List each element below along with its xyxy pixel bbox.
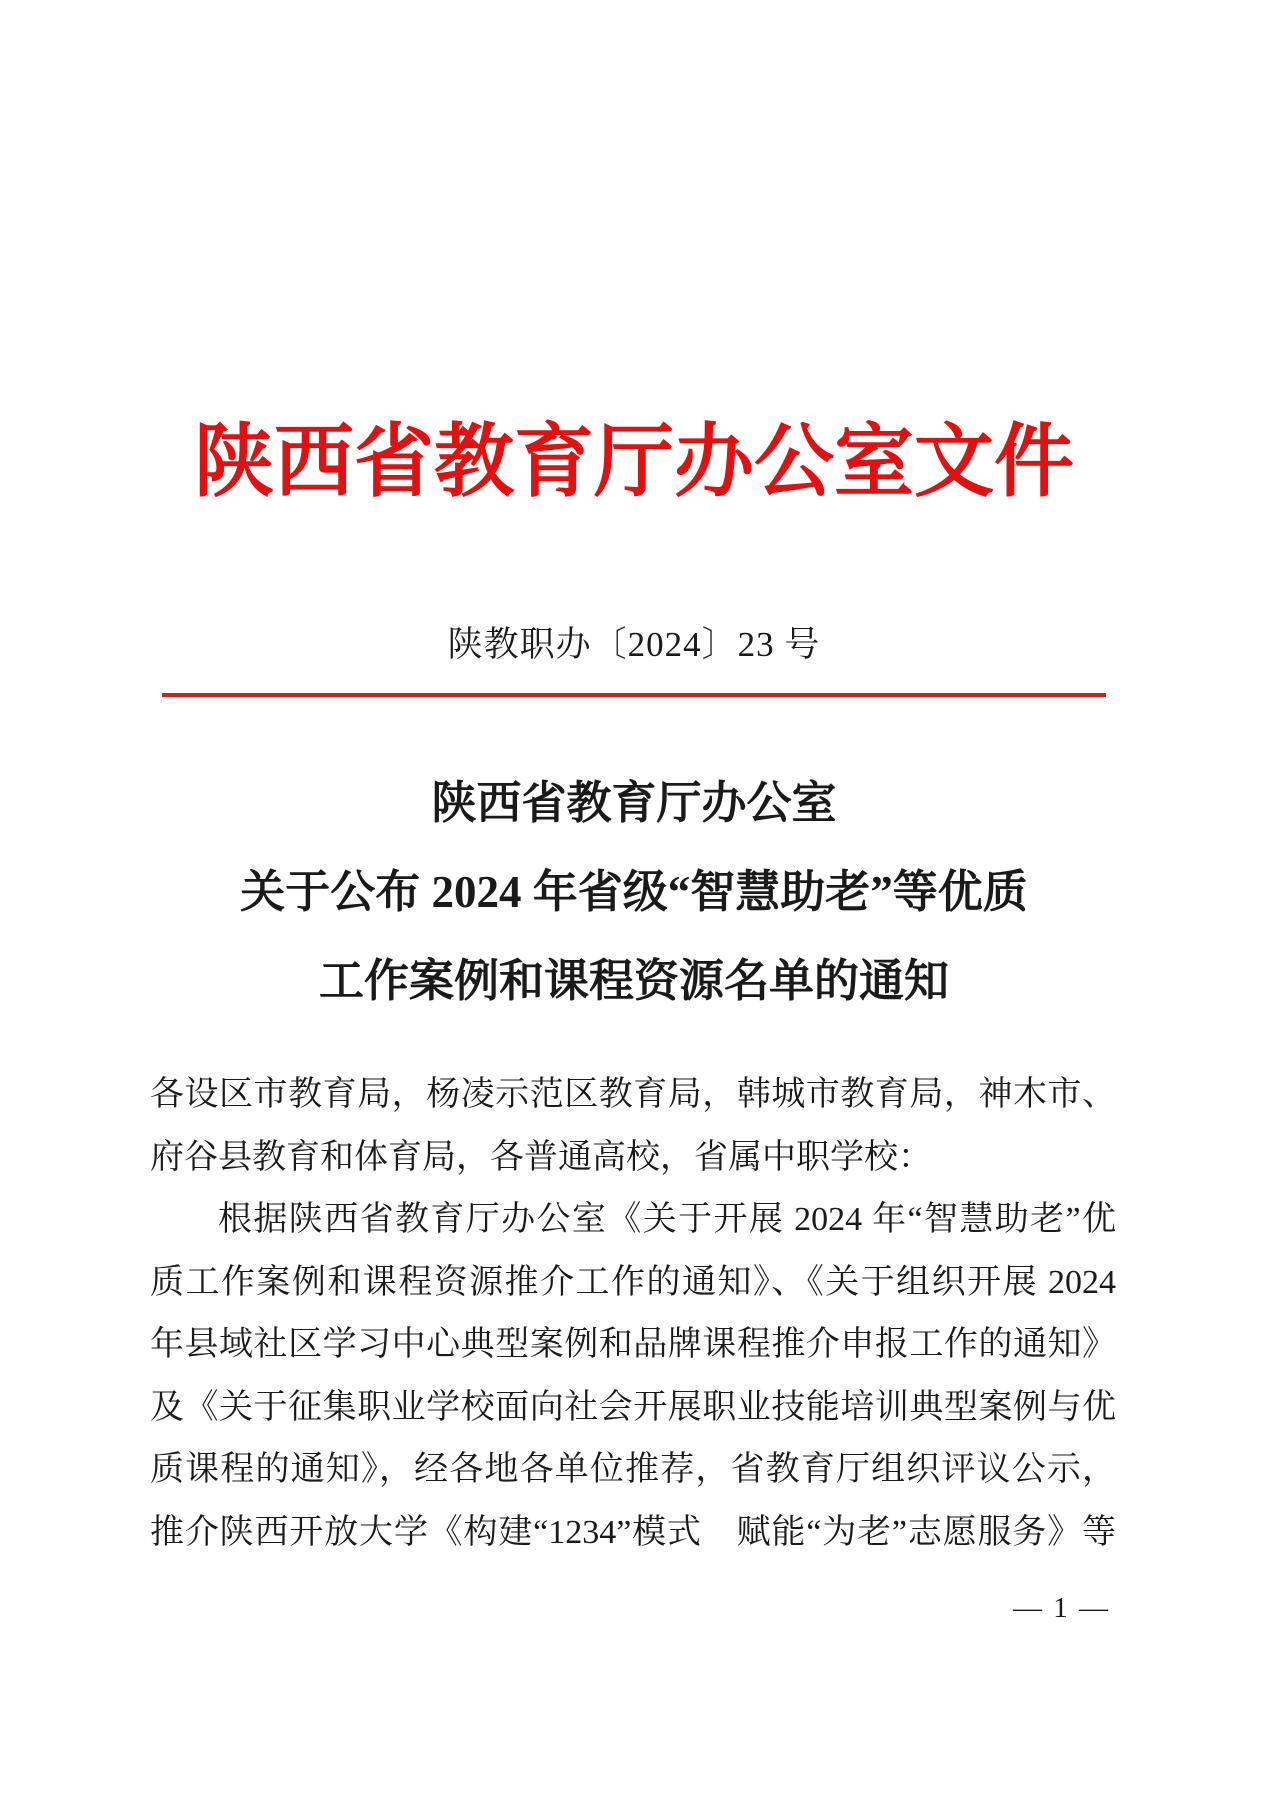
body-line: 及《关于征集职业学校面向社会开展职业技能培训典型案例与优 bbox=[150, 1388, 1116, 1426]
document-body bbox=[150, 1064, 1116, 1564]
title-line-2: 关于公布 2024 年省级“智慧助老”等优质 bbox=[240, 867, 1028, 917]
red-divider-rule bbox=[162, 693, 1106, 697]
body-line: 质课程的通知》，经各地各单位推荐，省教育厅组织评议公示， bbox=[150, 1451, 1116, 1488]
page-number: — 1 — bbox=[1013, 1592, 1110, 1624]
body-line: 推介陕西开放大学《构建“1234”模式 赋能“为老”志愿服务》等 bbox=[150, 1513, 1116, 1551]
title-line-3: 工作案例和课程资源名单的通知 bbox=[318, 956, 949, 1006]
document-title bbox=[0, 759, 1268, 1026]
issuing-agency-banner: 陕西省教育厅办公室文件 bbox=[194, 419, 1074, 507]
body-line: 根据陕西省教育厅办公室《关于开展 2024 年“智慧助老”优 bbox=[218, 1201, 1116, 1238]
page-footer bbox=[0, 1590, 1268, 1626]
title-line-1: 陕西省教育厅办公室 bbox=[431, 778, 837, 828]
document-number: 陕教职办〔2024〕23 号 bbox=[447, 625, 821, 664]
body-line: 年县域社区学习中心典型案例和品牌课程推介申报工作的通知》 bbox=[150, 1326, 1116, 1363]
body-line: 质工作案例和课程资源推介工作的通知》、《关于组织开展 2024 bbox=[150, 1263, 1116, 1301]
body-line: 各设区市教育局，杨凌示范区教育局，韩城市教育局，神木市、 bbox=[150, 1076, 1116, 1113]
document-header bbox=[0, 415, 1268, 697]
body-line: 府谷县教育和体育局，各普通高校，省属中职学校： bbox=[150, 1138, 932, 1176]
